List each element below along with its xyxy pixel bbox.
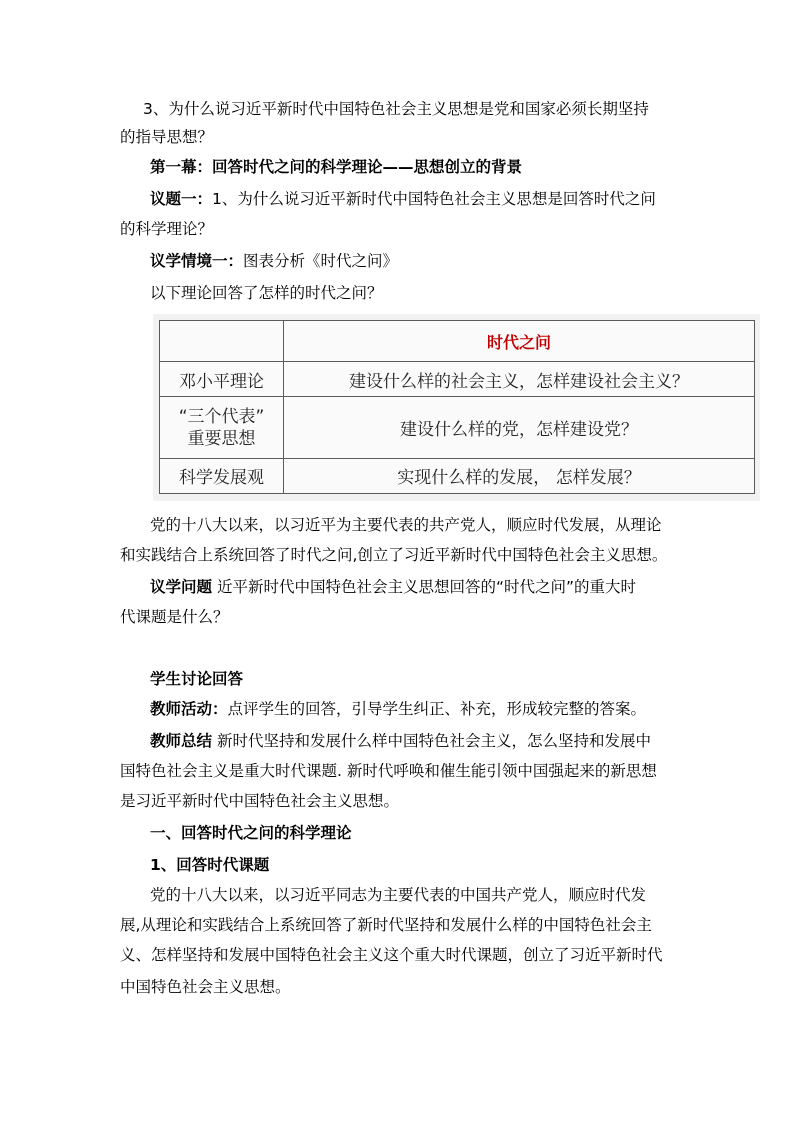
teacher-summary-label: 教师总结 bbox=[150, 732, 213, 750]
theory-cell: 科学发展观 bbox=[160, 458, 284, 493]
para1-line2: 和实践结合上系统回答了时代之问,创立了习近平新时代中国特色社会主义思想。 bbox=[120, 546, 668, 564]
issue-label: 议学问题 bbox=[150, 578, 213, 596]
issue-line1 bbox=[150, 576, 636, 598]
q3-line1: 3、为什么说习近平新时代中国特色社会主义思想是党和国家必须长期坚持 bbox=[143, 100, 649, 118]
teacher-activity-line bbox=[150, 698, 646, 720]
para2-line1: 党的十八大以来，以习近平同志为主要代表的中国共产党人，顺应时代发 bbox=[150, 886, 647, 904]
question-cell: 建设什么样的社会主义，怎样建设社会主义？ bbox=[284, 362, 755, 397]
situation-text: 图表分析《时代之问》 bbox=[243, 252, 399, 270]
situation-line bbox=[150, 250, 398, 272]
q3-line2: 的指导思想？ bbox=[120, 128, 214, 146]
discussion-heading: 学生讨论回答 bbox=[150, 670, 244, 688]
para2-line3: 义、怎样坚持和发展中国特色社会主义这个重大时代课题，创立了习近平新时代 bbox=[120, 946, 663, 964]
para2-line4: 中国特色社会主义思想。 bbox=[120, 978, 291, 996]
theory-cell: 邓小平理论 bbox=[160, 362, 284, 397]
table-corner-cell bbox=[160, 321, 284, 362]
question-cell: 建设什么样的党，怎样建设党？ bbox=[284, 397, 755, 459]
teacher-activity-text: 点评学生的回答，引导学生纠正、补充，形成较完整的答案。 bbox=[227, 700, 647, 718]
table-header-row bbox=[160, 321, 755, 362]
topic1-label: 议题一： bbox=[150, 190, 213, 208]
act1-title: 第一幕：回答时代之问的科学理论——思想创立的背景 bbox=[150, 158, 523, 176]
topic1-line2: 的科学理论？ bbox=[120, 220, 214, 238]
question-cell: 实现什么样的发展， 怎样发展？ bbox=[284, 458, 755, 493]
teacher-summary-text: 新时代坚持和发展什么样中国特色社会主义，怎么坚持和发展中 bbox=[212, 732, 651, 750]
topic1-line1 bbox=[150, 188, 656, 210]
table-row bbox=[160, 362, 755, 397]
table-row bbox=[160, 458, 755, 493]
section1-title: 一、回答时代之问的科学理论 bbox=[150, 824, 352, 842]
era-questions-table-image bbox=[153, 314, 760, 501]
para1-line1: 党的十八大以来，以习近平为主要代表的共产党人，顺应时代发展，从理论 bbox=[150, 516, 662, 534]
issue-line2: 代课题是什么？ bbox=[120, 608, 229, 626]
situation-label: 议学情境一： bbox=[150, 252, 244, 270]
teacher-summary-line2: 国特色社会主义是重大时代课题. 新时代呼唤和催生能引领中国强起来的新思想 bbox=[120, 762, 657, 780]
teacher-summary-line1 bbox=[150, 730, 651, 752]
subsection1-title: 1、回答时代课题 bbox=[150, 856, 270, 874]
theory-cell-line2: 重要思想 bbox=[187, 428, 256, 449]
teacher-summary-line3: 是习近平新时代中国特色社会主义思想。 bbox=[120, 792, 400, 810]
theory-cell bbox=[160, 397, 284, 459]
question-intro: 以下理论回答了怎样的时代之问？ bbox=[150, 284, 383, 302]
table-header-cell: 时代之问 bbox=[284, 321, 755, 362]
issue-text: 近平新时代中国特色社会主义思想回答的“时代之问”的重大时 bbox=[212, 578, 637, 596]
era-questions-table bbox=[159, 320, 755, 494]
topic1-text: 1、为什么说习近平新时代中国特色社会主义思想是回答时代之问 bbox=[212, 190, 656, 208]
table-row bbox=[160, 397, 755, 459]
theory-cell-line1: “三个代表” bbox=[178, 406, 265, 427]
teacher-activity-label: 教师活动： bbox=[150, 700, 228, 718]
para2-line2: 展,从理论和实践结合上系统回答了新时代坚持和发展什么样的中国特色社会主 bbox=[120, 916, 652, 934]
